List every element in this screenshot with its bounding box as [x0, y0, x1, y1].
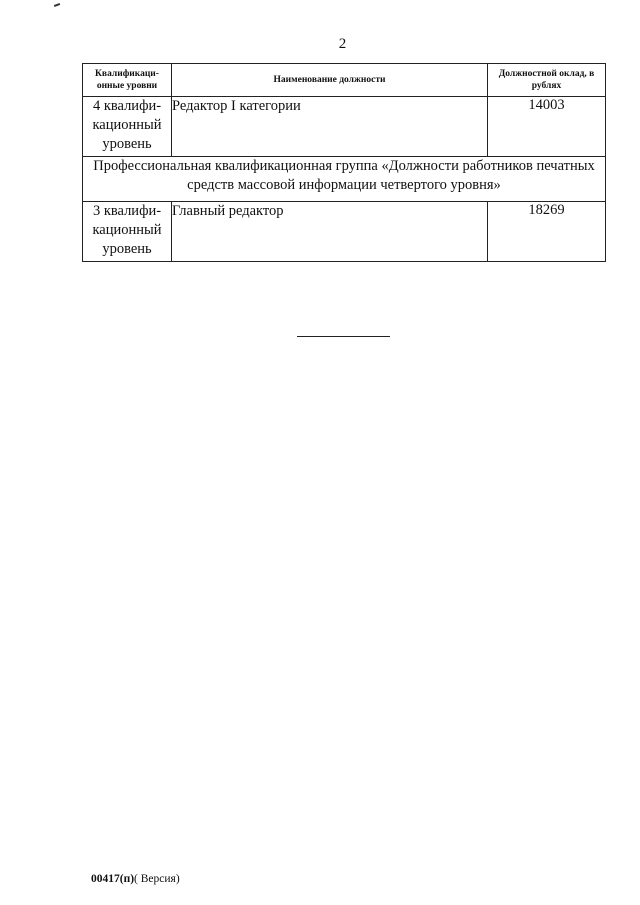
header-salary: Должностной оклад, в рублях [488, 64, 606, 97]
document-footer [91, 873, 180, 885]
professional-group-title: Профессиональная квалификационная группа «Должности работников печатных средств массовой информации четвертого уровня» [83, 157, 606, 202]
header-level: Квалификаци-онные уровни [83, 64, 172, 97]
document-code: 00417(п) [91, 873, 135, 885]
table-header-row [83, 64, 606, 97]
separator-line [297, 336, 390, 337]
salary-value: 18269 [488, 202, 606, 262]
group-header-row [83, 157, 606, 202]
position-name: Редактор I категории [172, 97, 488, 157]
page-number: 2 [338, 36, 347, 52]
document-version: ( Версия) [134, 873, 180, 885]
header-position: Наименование должности [172, 64, 488, 97]
scan-mark [54, 3, 60, 7]
salary-value: 14003 [488, 97, 606, 157]
position-name: Главный редактор [172, 202, 488, 262]
table-row [83, 97, 606, 157]
qualification-level: 4 квалифи-кационный уровень [83, 97, 172, 157]
table-row [83, 202, 606, 262]
qualification-level: 3 квалифи-кационный уровень [83, 202, 172, 262]
salary-table [82, 63, 606, 262]
